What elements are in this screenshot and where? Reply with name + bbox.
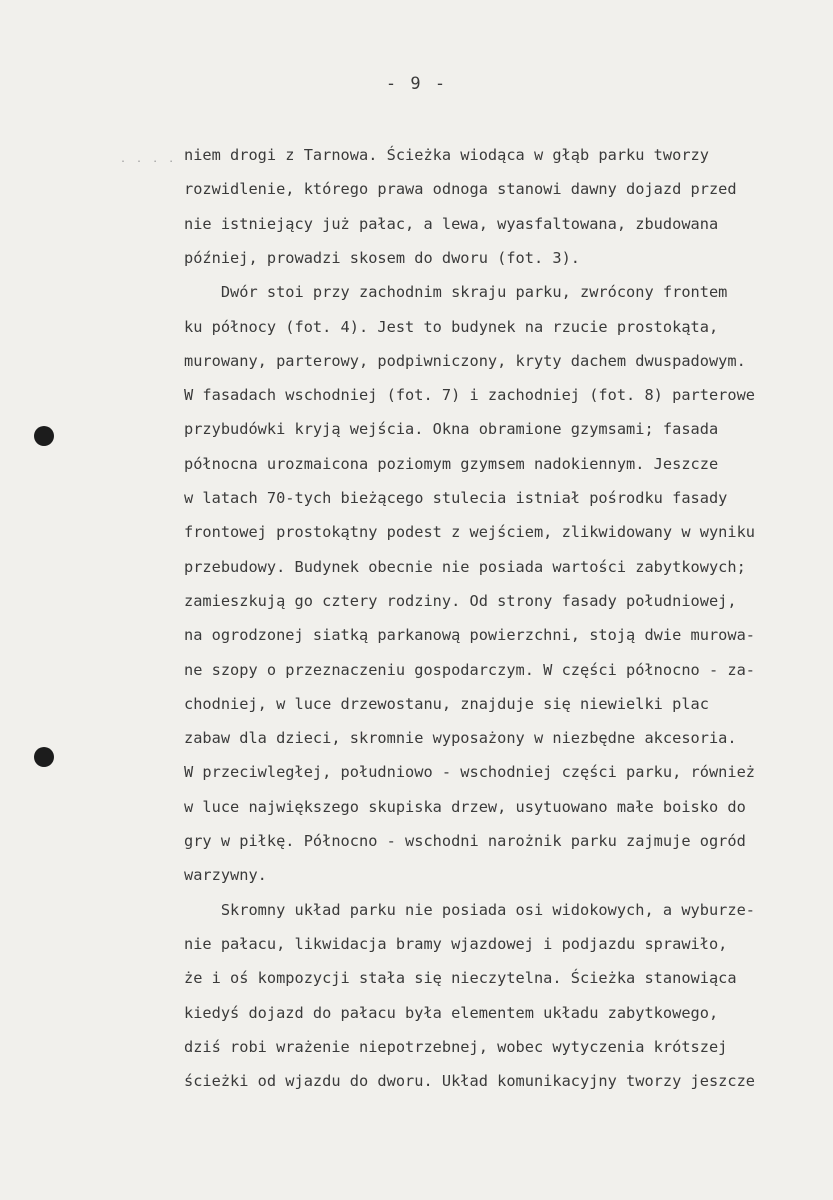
text-line: później, prowadzi skosem do dworu (fot. 3).	[184, 248, 581, 267]
text-line: frontowej prostokątny podest z wejściem, zlikwidowany w wyniku	[184, 523, 755, 542]
text-line: zabaw dla dzieci, skromnie wyposażony w niezbędne akcesoria.	[184, 729, 737, 748]
text-line: w luce największego skupiska drzew, usytuowano małe boisko do	[184, 797, 746, 816]
text-line: przebudowy. Budynek obecnie nie posiada wartości zabytkowych;	[184, 557, 746, 576]
text-line: w latach 70-tych bieżącego stulecia istniał pośrodku fasady	[184, 489, 728, 507]
text-line: że i oś kompozycji stała się nieczytelna. Ścieżka stanowiąca	[184, 969, 737, 988]
text-line: zamieszkują go cztery rodziny. Od strony fasady południowej,	[184, 591, 737, 610]
text-line: niem drogi z Tarnowa. Ścieżka wiodąca w głąb parku tworzy	[184, 146, 709, 164]
text-line: chodniej, w luce drzewostanu, znajduje się niewielki plac	[184, 694, 709, 713]
text-line: nie pałacu, likwidacja bramy wjazdowej i podjazdu sprawiło,	[184, 934, 728, 953]
text-line: przybudówki kryją wejścia. Okna obramione gzymsami; fasada	[184, 420, 719, 439]
text-line: Dwór stoi przy zachodnim skraju parku, zwrócony frontem	[184, 283, 728, 302]
text-line: gry w piłkę. Północno - wschodni narożnik parku zajmuje ogród	[184, 832, 746, 850]
text-line: warzywny.	[184, 866, 267, 885]
margin-marks: . . . .	[120, 154, 177, 165]
text-line: nie istniejący już pałac, a lewa, wyasfaltowana, zbudowana	[184, 214, 719, 233]
text-line: ścieżki od wjazdu do dworu. Układ komunikacyjny tworzy jeszcze	[184, 1072, 755, 1091]
punch-hole-upper	[34, 426, 54, 446]
text-line: północna urozmaicona poziomym gzymsem nadokiennym. Jeszcze	[184, 454, 719, 473]
text-line: W przeciwległej, południowo - wschodniej części parku, również	[184, 763, 755, 782]
text-line: ne szopy o przeznaczeniu gospodarczym. W części północno - za-	[184, 660, 755, 679]
text-line: murowany, parterowy, podpiwniczony, kryty dachem dwuspadowym.	[184, 351, 746, 370]
text-line: W fasadach wschodniej (fot. 7) i zachodniej (fot. 8) parterowe	[184, 386, 755, 405]
text-line: ku północy (fot. 4). Jest to budynek na rzucie prostokąta,	[184, 317, 719, 336]
text-line: dziś robi wrażenie niepotrzebnej, wobec wytyczenia krótszej	[184, 1037, 728, 1056]
text-line: rozwidlenie, którego prawa odnoga stanowi dawny dojazd przed	[184, 180, 737, 199]
text-line: Skromny układ parku nie posiada osi widokowych, a wyburze-	[184, 900, 755, 919]
punch-hole-lower	[34, 747, 54, 767]
text-line: kiedyś dojazd do pałacu była elementem układu zabytkowego,	[184, 1003, 719, 1022]
text-line: na ogrodzonej siatką parkanową powierzchni, stoją dwie murowa-	[184, 626, 755, 645]
page-number: - 9 -	[385, 74, 448, 94]
